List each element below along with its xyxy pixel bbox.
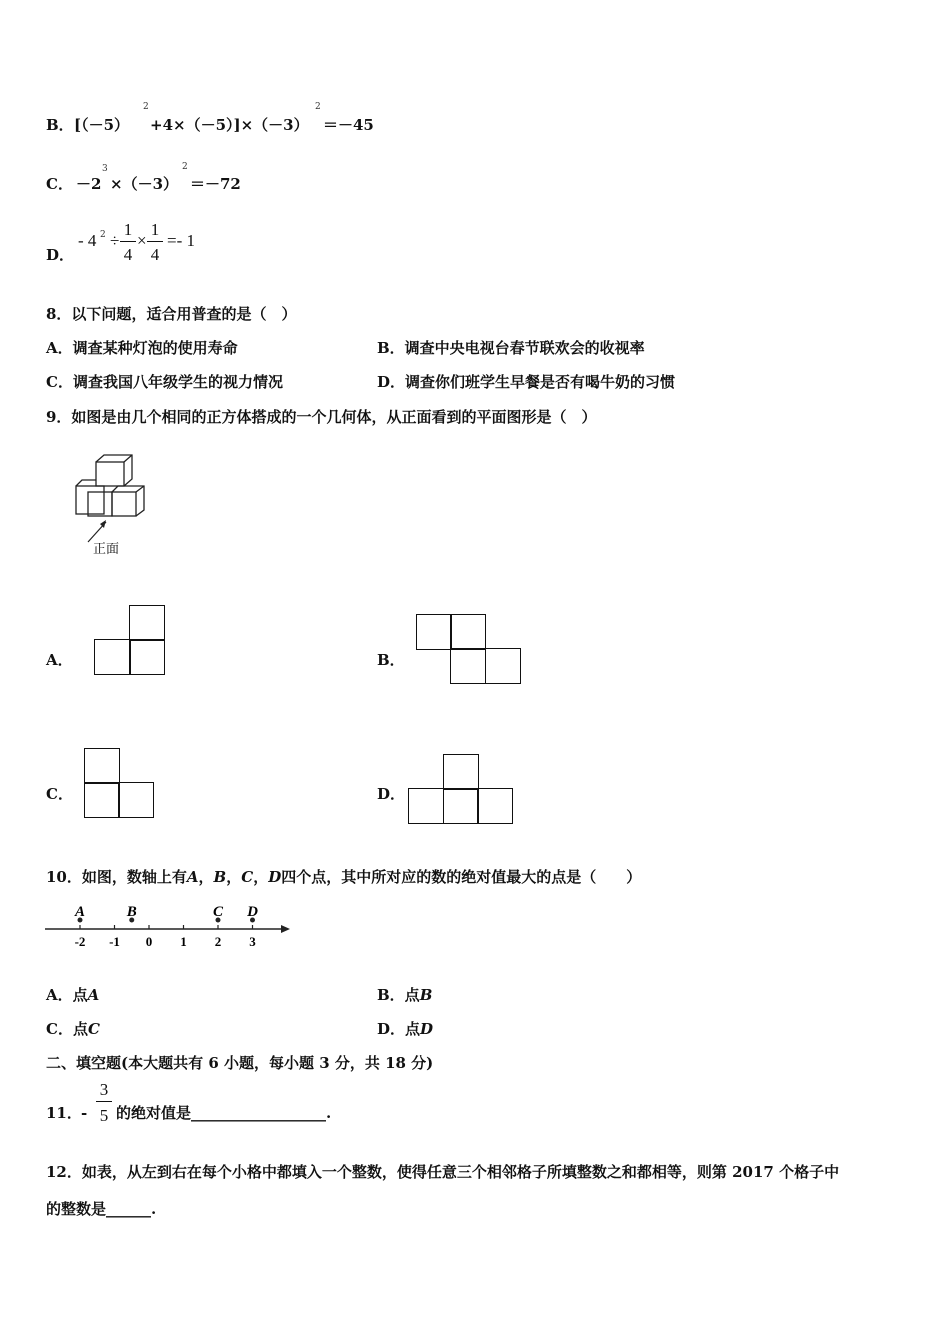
number-line-tick-label: -2 [74, 934, 86, 949]
grid-cell [450, 614, 486, 650]
q7-b-part2: +4×（－5）]×（－3） [150, 116, 309, 134]
q8-option-b: B．调查中央电视台春节联欢会的收视率 [377, 339, 645, 357]
grid-cell [94, 639, 131, 675]
grid-cell [477, 788, 513, 824]
q7-d-numerator-1: 1 [123, 220, 133, 239]
grid-cell [84, 782, 120, 818]
q10-stem: 10．如图，数轴上有A，B，C，D四个点，其中所对应的数的绝对值最大的点是（ ） [46, 868, 642, 886]
q7-c-exp1: 3 [102, 164, 108, 174]
q10-option-a: A．点A [46, 986, 100, 1004]
number-line-tick-label: 0 [145, 934, 153, 949]
number-line-point-label: D [247, 904, 258, 920]
q8-option-c: C．调查我国八年级学生的视力情况 [46, 373, 283, 391]
q9-option-d-label: D． [377, 785, 406, 803]
q7-c-label: C． [46, 175, 73, 193]
q11-text: 的绝对值是__________________. [116, 1104, 332, 1122]
q9-option-a-label: A． [46, 651, 73, 669]
grid-cell [84, 748, 120, 784]
q7-b-part3: ＝－45 [323, 116, 374, 134]
q7-b-exp2: 2 [315, 102, 321, 112]
q7-d-times: × [137, 231, 147, 250]
q7-d-part1: - 4 [78, 231, 97, 250]
number-line-point-label: C [212, 904, 224, 920]
q10-option-b: B．点B [377, 986, 433, 1004]
q7-b-label: B． [46, 116, 74, 134]
q12-line-2: 的整数是______. [46, 1200, 157, 1218]
q10-option-d: D．点D [377, 1020, 434, 1038]
grid-cell [443, 754, 479, 790]
grid-cell [408, 788, 444, 824]
number-line-tick-label: 1 [180, 934, 187, 949]
q7-b-exp1: 2 [143, 102, 149, 112]
number-line-tick-label: -1 [109, 934, 120, 949]
grid-cell [485, 648, 521, 684]
q11-neg: - [81, 1104, 88, 1122]
q7-d-denominator-2: 4 [150, 245, 160, 264]
q7-c-part1: －2 [76, 175, 102, 193]
q11-number: 11． [46, 1104, 82, 1122]
q7-d-eq: =- 1 [167, 231, 195, 250]
q9-option-c-label: C． [46, 785, 73, 803]
q11-denominator: 5 [99, 1106, 109, 1125]
q10-option-c: C．点C [46, 1020, 100, 1038]
grid-cell [129, 639, 165, 675]
q12-line-1: 12．如表，从左到右在每个小格中都填入一个整数，使得任意三个相邻格子所填整数之和都相等，则第 2017 个格子中 [46, 1163, 840, 1181]
number-line-point-label: B [126, 904, 137, 920]
q7-c-part3: ＝－72 [190, 175, 241, 193]
q7-c-exp2: 2 [182, 162, 188, 172]
q8-stem: 8．以下问题，适合用普查的是（ ） [46, 305, 297, 323]
q8-option-a: A．调查某种灯泡的使用寿命 [46, 339, 238, 357]
q7-c-part2: ×（－3） [110, 175, 179, 193]
q9-option-b-label: B． [377, 651, 405, 669]
number-line-point-label: A [74, 904, 86, 920]
q7-d-numerator-2: 1 [150, 220, 160, 239]
q7-b-part1: [（－5） [74, 116, 130, 134]
number-line-tick-label: 3 [249, 934, 256, 949]
grid-cell [129, 605, 165, 641]
q7-d-div: ÷ [110, 231, 120, 250]
grid-cell [416, 614, 452, 650]
q9-stem: 9．如图是由几个相同的正方体搭成的一个几何体，从正面看到的平面图形是（ ） [46, 408, 597, 426]
q7-d-exp1: 2 [100, 230, 106, 240]
q7-d-fraction-bar-2 [147, 241, 163, 242]
q10-number-line [40, 898, 300, 958]
q7-d-fraction-bar-1 [120, 241, 136, 242]
grid-cell [450, 648, 486, 684]
grid-cell [118, 782, 154, 818]
q9-front-label: 正面 [93, 541, 120, 556]
q8-option-d: D．调查你们班学生早餐是否有喝牛奶的习惯 [377, 373, 676, 391]
grid-cell [443, 788, 479, 824]
q7-d-label: D． [46, 246, 75, 264]
q11-fraction-bar [96, 1101, 112, 1102]
number-line-tick-label: 2 [214, 934, 222, 949]
q7-d-denominator-1: 4 [123, 245, 133, 264]
q11-numerator: 3 [99, 1080, 109, 1099]
section-2-title: 二、填空题(本大题共有 6 小题，每小题 3 分，共 18 分) [46, 1054, 434, 1072]
